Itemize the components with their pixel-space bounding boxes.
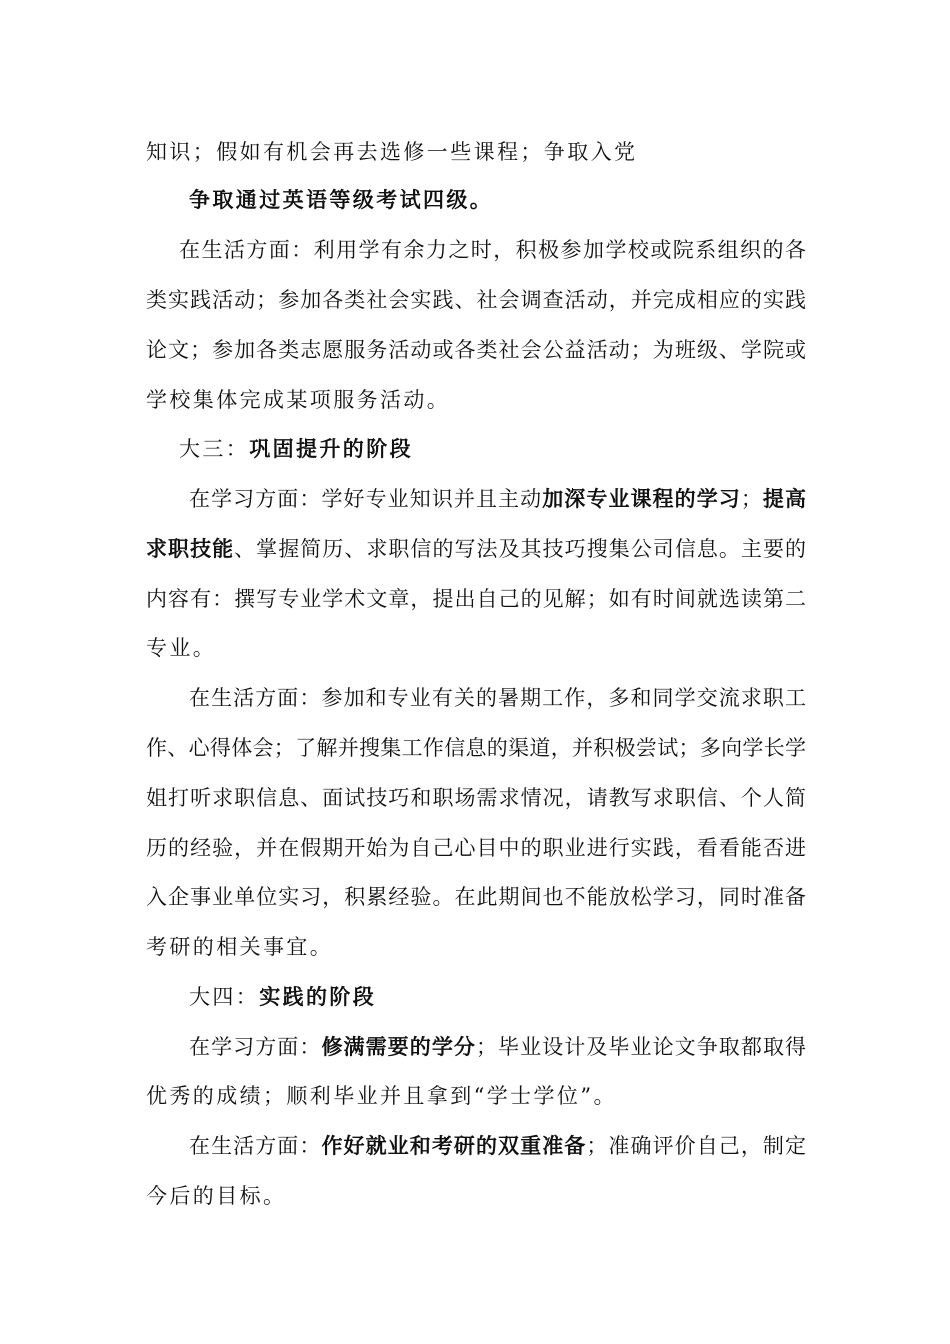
text-line: 学校集体完成某项服务活动。 — [146, 388, 451, 412]
text-line: 在生活方面：作好就业和考研的双重准备；准确评价自己，制定 — [189, 1133, 807, 1158]
text-line: 在生活方面：参加和专业有关的暑期工作，多和同学交流求职工 — [189, 686, 806, 710]
text-line: 在生活方面：利用学有余力之时，积极参加学校或院系组织的各 — [179, 238, 806, 262]
text-line: 姐打听求职信息、面试技巧和职场需求情况，请教写求职信、个人简 — [146, 786, 806, 810]
text-line: 作、心得体会；了解并搜集工作信息的渠道，并积极尝试；多向学长学 — [146, 736, 806, 760]
section-heading: 大三：巩固提升的阶段 — [179, 436, 414, 461]
text-line: 知识；假如有机会再去选修一些课程；争取入党 — [146, 140, 638, 164]
text-line: 今后的目标。 — [146, 1184, 287, 1208]
text-line: 内容有：撰写专业学术文章，提出自己的见解；如有时间就选读第二 — [146, 587, 806, 611]
text-line: 专业。 — [146, 636, 217, 660]
text-line: 求职技能、掌握简历、求职信的写法及其技巧搜集公司信息。主要的 — [146, 536, 807, 561]
bold-line: 争取通过英语等级考试四级。 — [189, 187, 494, 212]
text-line: 在学习方面：学好专业知识并且主动加深专业课程的学习；提高 — [189, 486, 807, 511]
text-line: 类实践活动；参加各类社会实践、社会调查活动，并完成相应的实践 — [146, 288, 806, 312]
section-heading: 大四：实践的阶段 — [189, 984, 377, 1009]
text-line: 论文；参加各类志愿服务活动或各类社会公益活动；为班级、学院或 — [146, 338, 806, 362]
text-line: 入企事业单位实习，积累经验。在此期间也不能放松学习，同时准备 — [146, 885, 806, 909]
text-line: 历的经验，并在假期开始为自己心目中的职业进行实践，看看能否进 — [146, 836, 806, 860]
text-line: 考研的相关事宜。 — [146, 935, 334, 959]
text-line: 在学习方面：修满需要的学分；毕业设计及毕业论文争取都取得 — [189, 1034, 807, 1059]
text-line: 优秀的成绩；顺利毕业并且拿到“学士学位”。 — [146, 1084, 617, 1108]
